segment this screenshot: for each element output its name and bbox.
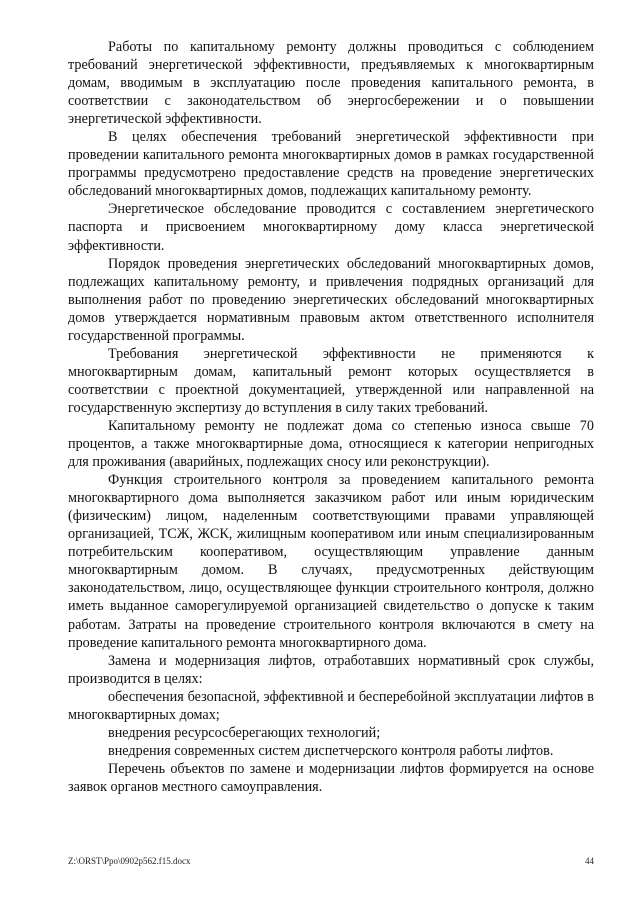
document-body — [68, 38, 594, 796]
paragraph: В целях обеспечения требований энергетической эффективности при проведении капитального ремонта многоквартирных домов в рамках государственной программы предусмотрено предоставление средств на проведение энергетических обследований многоквартирных домов, подлежащих капитальному ремонту. — [68, 129, 594, 200]
page-number: 44 — [585, 856, 594, 866]
paragraph: Замена и модернизация лифтов, отработавших нормативный срок службы, производится в целях: — [68, 652, 594, 687]
paragraph: Энергетическое обследование проводится с составлением энергетического паспорта и присвоением многоквартирному дому класса энергетической эффективности. — [68, 201, 594, 254]
paragraph: Работы по капитальному ремонту должны проводиться с соблюдением требований энергетической эффективности, предъявляемых к многоквартирным домам, вводимым в эксплуатацию после проведения капитального ремонта, в соответствии с законодательством об энергосбережении и о повышении энергетической эффективности. — [68, 39, 594, 128]
list-item: обеспечения безопасной, эффективной и бесперебойной эксплуатации лифтов в многоквартирных домах; — [68, 688, 594, 723]
list-item: внедрения ресурсосберегающих технологий; — [108, 724, 381, 741]
paragraph: Перечень объектов по замене и модернизации лифтов формируется на основе заявок органов местного самоуправления. — [68, 760, 594, 795]
paragraph: Порядок проведения энергетических обследований многоквартирных домов, подлежащих капитальному ремонту, и привлечения подрядных организаций для выполнения работ по проведению энергетических обследований многоквартирных домов утверждается нормативным правовым актом ответственного исполнителя государственной программы. — [68, 255, 594, 344]
paragraph: Функция строительного контроля за проведением капитального ремонта многоквартирного дома выполняется заказчиком работ или иным юридическим (физическим) лицом, наделенным соответствующими правами управляющей организацией, ТСЖ, ЖСК, жилищным кооперативом или иным специализированным потребительским кооперативом, осуществляющим управление данным многоквартирным домом. В случаях, предусмотренных действующим законодательством, лицо, осуществляющее функции строительного контроля, должно иметь выданное саморегулируемой организацией свидетельство о допуске к таким работам. Затраты на проведение строительного контроля включаются в смету на проведение капитального ремонта многоквартирного дома. — [68, 472, 594, 651]
paragraph: Капитальному ремонту не подлежат дома со степенью износа свыше 70 процентов, а также многоквартирные дома, относящиеся к категории непригодных для проживания (аварийных, подлежащих сносу или реконструкции). — [68, 417, 594, 471]
paragraph: Требования энергетической эффективности не применяются к многоквартирным домам, капитальный ремонт которых осуществляется в соответствии с проектной документацией, утвержденной или направленной на государственную экспертизу до вступления в силу таких требований. — [68, 345, 594, 416]
list-item: внедрения современных систем диспетчерского контроля работы лифтов. — [108, 742, 554, 759]
file-path: Z:\ORST\Ppo\0902p562.f15.docx — [68, 856, 191, 866]
